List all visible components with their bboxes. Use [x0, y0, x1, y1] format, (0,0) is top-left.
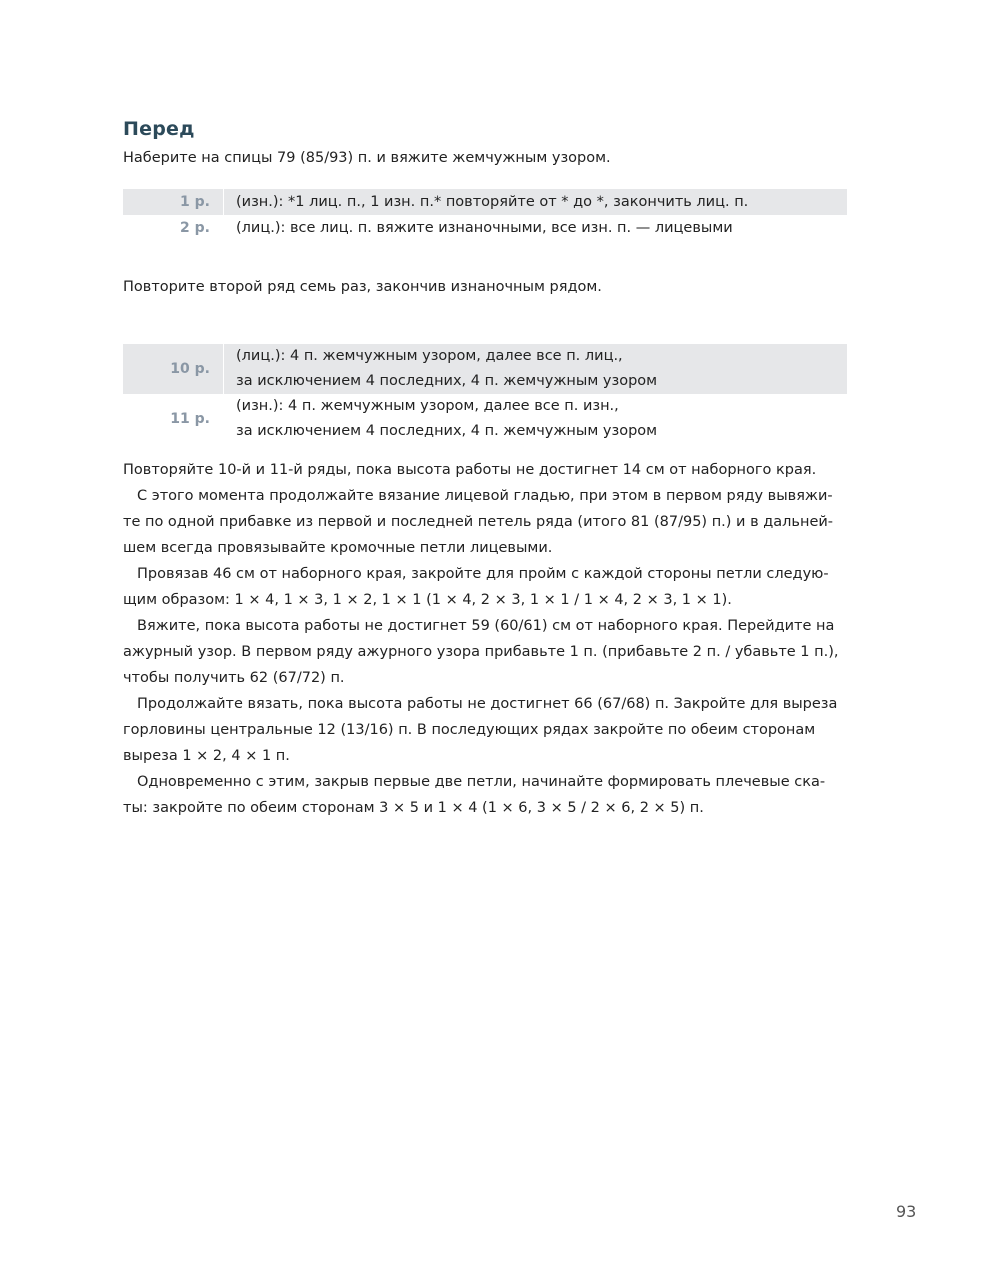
body-line: те по одной прибавке из первой и последней петель ряда (итого 81 (87/95) п.) и в дальней-	[123, 514, 834, 530]
intro-paragraph: Наберите на спицы 79 (85/93) п. и вяжите жемчужным узором.	[123, 150, 611, 166]
body-line: горловины центральные 12 (13/16) п. В последующих рядах закройте по обеим сторонам	[123, 722, 816, 738]
body-text	[123, 457, 847, 821]
section-title: Перед	[123, 118, 195, 140]
body-line: С этого момента продолжайте вязание лицевой гладью, при этом в первом ряду вывяжи-	[137, 488, 833, 504]
table-row	[123, 215, 847, 241]
row-instruction-line: (лиц.): 4 п. жемчужным узором, далее все п. лиц.,	[236, 348, 623, 364]
row-instruction	[223, 215, 847, 241]
body-line: шем всегда провязывайте кромочные петли лицевыми.	[123, 540, 553, 556]
row-instruction-line: за исключением 4 последних, 4 п. жемчужным узором	[236, 373, 658, 389]
row-label: 1 р.	[180, 194, 210, 210]
row-instruction-line: (изн.): 4 п. жемчужным узором, далее все п. изн.,	[236, 398, 619, 414]
body-line: ажурный узор. В первом ряду ажурного узора прибавьте 1 п. (прибавьте 2 п. / убавьте 1 п.),	[123, 644, 839, 660]
body-line: Провязав 46 см от наборного края, закройте для пройм с каждой стороны петли следую-	[137, 566, 829, 582]
body-line: Вяжите, пока высота работы не достигнет 59 (60/61) см от наборного края. Перейдите на	[137, 618, 835, 634]
row-instruction-line: за исключением 4 последних, 4 п. жемчужным узором	[236, 423, 658, 439]
repeat-note: Повторите второй ряд семь раз, закончив изнаночным рядом.	[123, 279, 602, 295]
table-row	[123, 344, 847, 394]
row-label: 2 р.	[180, 220, 210, 236]
body-line: Продолжайте вязать, пока высота работы не достигнет 66 (67/68) п. Закройте для выреза	[137, 696, 838, 712]
row-instruction	[223, 394, 847, 444]
body-line: щим образом: 1 × 4, 1 × 3, 1 × 2, 1 × 1 (1 × 4, 2 × 3, 1 × 1 / 1 × 4, 2 × 3, 1 × 1).	[123, 592, 732, 608]
body-line: ты: закройте по обеим сторонам 3 × 5 и 1 × 4 (1 × 6, 3 × 5 / 2 × 6, 2 × 5) п.	[123, 800, 704, 816]
body-line: чтобы получить 62 (67/72) п.	[123, 670, 345, 686]
page-number: 93	[896, 1202, 917, 1221]
rows-table-2	[123, 344, 847, 444]
rows-table-1	[123, 189, 847, 241]
row-instruction-text: (лиц.): все лиц. п. вяжите изнаночными, все изн. п. — лицевыми	[236, 220, 733, 236]
table-row	[123, 189, 847, 215]
row-instruction-text: (изн.): *1 лиц. п., 1 изн. п.* повторяйте от * до *, закончить лиц. п.	[236, 194, 749, 210]
table-row	[123, 394, 847, 444]
body-line: выреза 1 × 2, 4 × 1 п.	[123, 748, 290, 764]
row-instruction	[223, 189, 847, 215]
row-instruction	[223, 344, 847, 394]
body-line: Повторяйте 10-й и 11-й ряды, пока высота работы не достигнет 14 см от наборного края.	[123, 462, 817, 478]
row-label: 11 р.	[170, 411, 210, 427]
row-label: 10 р.	[170, 361, 210, 377]
body-line: Одновременно с этим, закрыв первые две петли, начинайте формировать плечевые ска-	[137, 774, 826, 790]
